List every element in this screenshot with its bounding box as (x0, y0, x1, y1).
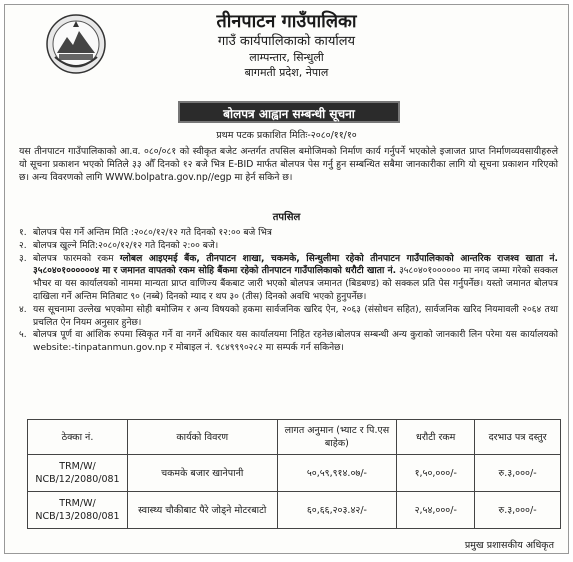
column-header-contract-no: ठेक्का नं. (28, 420, 128, 455)
column-header-document-fee: दरभाउ पत्र दस्तुर (475, 420, 561, 455)
item-text (33, 253, 558, 304)
details-list (19, 227, 558, 355)
work-description-cell: चकमके बजार खानेपानी (127, 455, 277, 492)
notice-title: बोलपत्र आह्वान सम्बन्धी सूचना (178, 101, 400, 123)
office-name: गाउँ कार्यपालिकाको कार्यालय (217, 34, 356, 49)
document-fee-cell: रु.३,०००/- (475, 455, 561, 492)
signatory-title: प्रमुख प्रशासकीय अधिकृत (464, 540, 554, 551)
column-header-cost-estimate: लागत अनुमान (भ्याट र पि.एस बाहेक) (277, 420, 397, 455)
bank-account-details: ग्लोबल आइएमई बैंक, तीनपाटन शाखा, चकमके, सिन्धुलीमा रहेको तीनपाटन गाउँपालिकाको आन्तरिक राजश्व खाता नं. ३५८०४०१००००००४ मा र जमानत वापतको रकम सोहि बैंकमा रहेको तीनपाटन गाउँपालिकाको धरौटी खाता नं. (33, 253, 559, 277)
bid-security-cell: २,५४,०००/- (397, 492, 475, 529)
item-number: ३. (19, 253, 27, 264)
table-header-row (28, 420, 561, 455)
office-address: लाम्पन्तार, सिन्धुली (249, 51, 324, 64)
list-item (19, 240, 558, 253)
table-row (28, 455, 561, 492)
item-text: बोलपत्र खुल्ने मिति:२०८०/१२/१२ गते दिनको २:०० बजे। (33, 240, 219, 251)
item-number: २. (19, 240, 27, 251)
item-number: ४. (19, 304, 27, 315)
cost-estimate-cell: ५०,५९,९१४.०७/- (277, 455, 397, 492)
item-number: १. (19, 228, 27, 238)
list-item (19, 329, 558, 355)
document-fee-cell: रु.३,०००/- (475, 492, 561, 529)
column-header-bid-security: धरौटी रकम (397, 420, 475, 455)
item-text-pre: बोलपत्र फारमको रकम (33, 253, 120, 264)
item-text-post: ३५८०४०१०००००० मा नगद जम्मा गरेको सक्कल भौचर वा यस कार्यालयको नाममा मान्यता प्राप्त वाणिज्य बैंकबाट जारी भएको बोलपत्र जमानत (बिडबण्ड) को सक्कल प्रति पेस गर्नुपर्नेछ। यस्तो जमानत बोलपत्र दाखिला गर्ने अन्तिम मितिबाट ९० (नब्बे) दिनको म्याद र थप ३० (तीस) दिनको अवधि भएको हुनुपर्नेछ। (33, 266, 558, 302)
office-header (5, 11, 568, 80)
details-subheading: तपसिल (272, 212, 301, 223)
table-row (28, 492, 561, 529)
list-item (19, 253, 558, 304)
item-text: बोलपत्र पूर्ण वा आंशिक रुपमा स्विकृत गर्ने वा नगर्ने अधिकार यस कार्यालयमा निहित रहनेछ।बोलपत्र सम्बन्धी अन्य कुराको जानकारी लिन परेमा यस कार्यालयको website:-tinpatanmun.gov.np र मोबाइल नं. ९८४९९९०२८२ मा सम्पर्क गर्न सकिनेछ। (33, 330, 558, 354)
province-country: बागमती प्रदेश, नेपाल (244, 66, 329, 79)
notice-page (4, 4, 569, 554)
municipality-name: तीनपाटन गाउँपालिका (216, 11, 357, 32)
contract-no-cell: TRM/W/ NCB/12/2080/081 (28, 455, 128, 492)
bid-security-cell: १,५०,०००/- (397, 455, 475, 492)
cost-estimate-cell: ६०,६६,२०३.४२/- (277, 492, 397, 529)
list-item (19, 304, 558, 330)
column-header-work-description: कार्यको विवरण (127, 420, 277, 455)
work-description-cell: स्वास्थ्य चौकीबाट पैरे जोड्ने मोटरबाटो (127, 492, 277, 529)
list-item (19, 227, 558, 240)
publication-date: प्रथम पटक प्रकाशित मितिः-२०८०/११/१० (216, 130, 357, 141)
intro-paragraph: यस तीनपाटन गाउँपालिकाको आ.व. ०८०/०८१ को स्वीकृत बजेट अन्तर्गत तपसिल बमोजिमको निर्माण कार्य गर्नुपर्ने भएकोले इजाजत प्राप्त निर्माणव्यवसायीहरुले यो सूचना प्रकाशन भएको मितिले ३३ औँ दिनको १२ बजे भित्र E-BID मार्फत बोलपत्र पेस गर्नु हुन सम्बन्धित सबैमा जानकारीका लागि यो सूचना प्रकाशन गरिएको छ। अन्य विवरणको लागि WWW.bolpatra.gov.np//egp मा हेर्न सकिने छ। (19, 146, 558, 183)
contract-no-cell: TRM/W/ NCB/13/2080/081 (28, 492, 128, 529)
bid-table (27, 419, 561, 529)
item-text: बोलपत्र पेस गर्ने अन्तिम मिति :२०८०/१२/१२ गते दिनको १२:०० बजे भित्र (33, 228, 272, 238)
item-text: यस सूचनामा उल्लेख भएकोमा सोही बमोजिम र अन्य विषयको हकमा सार्वजनिक खरिद ऐन, २०६३ (संसोधन सहित), सार्वजनिक खरिद नियमावली २०६४ तथा प्रचलित ऐन नियम अनुसार हुनेछ। (33, 304, 558, 328)
item-number: ५. (19, 330, 27, 341)
